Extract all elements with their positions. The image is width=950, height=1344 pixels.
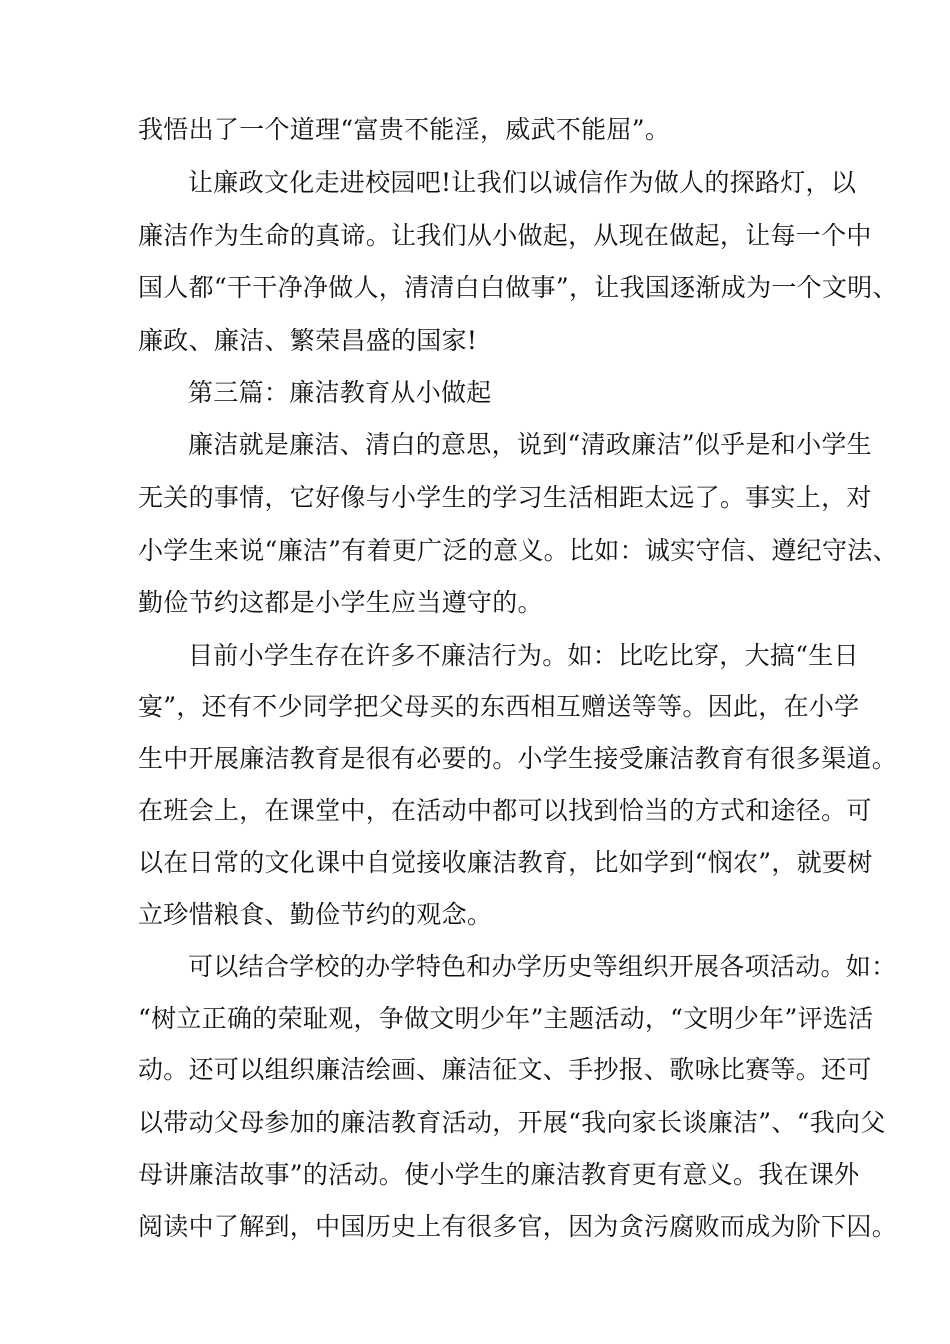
text-line: 廉洁作为生命的真谛。让我们从小做起，从现在做起，让每一个中 [138, 221, 872, 250]
text-line: “树立正确的荣耻观，争做文明少年”主题活动，“文明少年”评选活 [138, 1004, 874, 1033]
text-line: 小学生来说“廉洁”有着更广泛的意义。比如：诚实守信、遵纪守法、 [138, 536, 898, 565]
paragraph-first-line: 廉洁就是廉洁、清白的意思，说到“清政廉洁”似乎是和小学生 [188, 430, 872, 459]
paragraph-first-line: 让廉政文化走进校园吧!让我们以诚信作为做人的探路灯，以 [188, 168, 857, 197]
text-line: 在班会上，在课堂中，在活动中都可以找到恰当的方式和途径。可 [138, 796, 872, 825]
paragraph-first-line: 可以结合学校的办学特色和办学历史等组织开展各项活动。如： [188, 952, 897, 981]
text-line: 我悟出了一个道理“富贵不能淫，威武不能屈”。 [138, 115, 671, 144]
text-line: 廉政、廉洁、繁荣昌盛的国家! [138, 326, 478, 355]
text-line: 生中开展廉洁教育是很有必要的。小学生接受廉洁教育有很多渠道。 [138, 744, 898, 773]
section-heading: 第三篇：廉洁教育从小做起 [188, 378, 492, 407]
text-line: 阅读中了解到，中国历史上有很多官，因为贪污腐败而成为阶下囚。 [138, 1212, 898, 1241]
text-line: 以带动父母参加的廉洁教育活动，开展“我向家长谈廉洁”、“我向父 [138, 1108, 886, 1137]
text-line: 勤俭节约这都是小学生应当遵守的。 [138, 588, 543, 617]
text-line: 母讲廉洁故事”的活动。使小学生的廉洁教育更有意义。我在课外 [138, 1160, 860, 1189]
text-line: 宴”，还有不少同学把父母买的东西相互赠送等等。因此，在小学 [138, 692, 860, 721]
paragraph-first-line: 目前小学生存在许多不廉洁行为。如：比吃比穿，大搞“生日 [188, 641, 859, 670]
text-line: 动。还可以组织廉洁绘画、廉洁征文、手抄报、歌咏比赛等。还可 [138, 1055, 872, 1084]
text-line: 无关的事情，它好像与小学生的学习生活相距太远了。事实上，对 [138, 483, 872, 512]
text-line: 以在日常的文化课中自觉接收廉洁教育，比如学到“悯农”，就要树 [138, 848, 873, 877]
text-line: 国人都“干干净净做人，清清白白做事”，让我国逐渐成为一个文明、 [138, 273, 898, 302]
text-line: 立珍惜粮食、勤俭节约的观念。 [138, 900, 493, 929]
